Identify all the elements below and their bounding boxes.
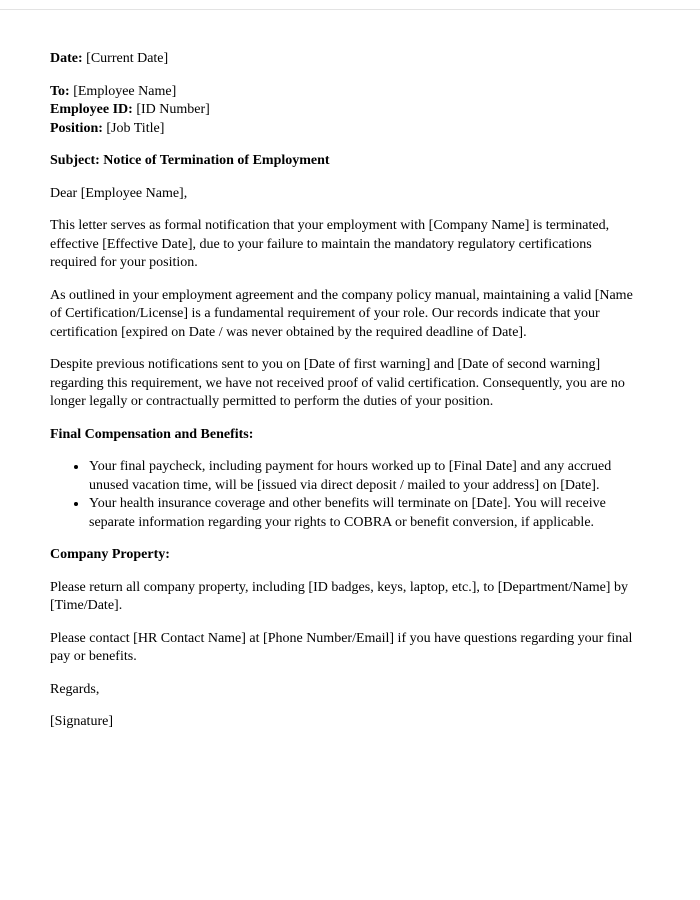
paragraph-prior-warnings: Despite previous notifications sent to you on [Date of first warning] and [Date of second warning] regarding this requirement, we have not received proof of valid certification. Consequently, you are no longer legally or contractually permitted to perform the duties of your position. xyxy=(50,357,625,409)
date-value: [Current Date] xyxy=(82,51,169,66)
signature-placeholder: [Signature] xyxy=(50,714,113,729)
salutation: Dear [Employee Name], xyxy=(50,185,188,201)
date-line xyxy=(50,50,634,69)
compensation-heading: Final Compensation and Benefits: xyxy=(50,426,254,442)
paragraph-return-property: Please return all company property, including [ID badges, keys, laptop, etc.], to [Department/Name] by [Time/Date]. xyxy=(50,579,628,613)
compensation-list xyxy=(50,458,634,532)
paragraph-termination-notice: This letter serves as formal notification that your employment with [Company Name] is terminated, effective [Effective Date], due to your failure to maintain the mandatory regulatory certifications required for your position. xyxy=(50,218,610,270)
position-label: Position: xyxy=(50,120,103,136)
page-top-divider xyxy=(0,9,700,10)
employee-id-line xyxy=(50,101,634,120)
employee-id-label: Employee ID: xyxy=(50,102,133,117)
position-line xyxy=(50,120,634,139)
paragraph-certification-requirement: As outlined in your employment agreement and the company policy manual, maintaining a valid [Name of Certification/License] is a fundamental requirement of your role. Our records indicate that your certification [expired on Date / was never obtained by the required deadline of Date]. xyxy=(50,287,633,340)
closing-line: Regards, xyxy=(50,681,100,697)
paragraph-hr-contact: Please contact [HR Contact Name] at [Phone Number/Email] if you have questions regarding your final pay or benefits. xyxy=(50,630,633,664)
to-line xyxy=(50,83,634,102)
company-property-heading: Company Property: xyxy=(50,547,170,562)
date-label: Date: xyxy=(50,51,83,66)
to-label: To: xyxy=(50,83,70,99)
list-item-benefits-termination: • Your health insurance coverage and other benefits will terminate on [Date]. You will receive separate information regarding your rights to COBRA or benefit conversion, if applicable. xyxy=(88,495,634,532)
subject-line: Subject: Notice of Termination of Employment xyxy=(50,153,330,168)
position-value: [Job Title] xyxy=(102,120,165,136)
list-item-final-paycheck: • Your final paycheck, including payment for hours worked up to [Final Date] and any accrued unused vacation time, will be [issued via direct deposit / mailed to your address] on [Date]. xyxy=(88,458,634,495)
employee-id-value: [ID Number] xyxy=(132,102,210,117)
to-value: [Employee Name] xyxy=(69,83,177,99)
recipient-block xyxy=(50,83,634,139)
